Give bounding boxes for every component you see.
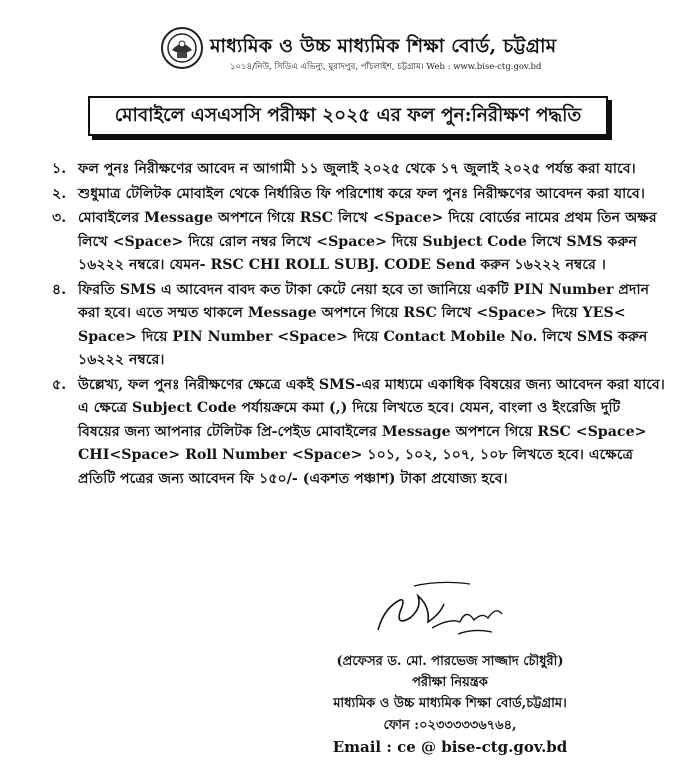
- item-text: শুধুমাত্র টেলিটক মোবাইল থেকে নির্ধারিত ফি পরিশোধ করে ফল পুনঃ নিরীক্ষণের আবেদন করা যাবে।: [78, 185, 645, 202]
- instruction-item: [0, 207, 687, 278]
- board-name: মাধ্যমিক ও উচ্চ মাধ্যমিক শিক্ষা বোর্ড, চট্টগ্রাম: [210, 35, 557, 57]
- item-number: ১.: [52, 161, 67, 177]
- instruction-list: [0, 158, 687, 492]
- item-number: ৫.: [52, 376, 67, 393]
- notice-title: মোবাইলে এসএসসি পরীক্ষা ২০২৫ এর ফল পুন:নিরীক্ষণ পদ্ধতি: [114, 104, 582, 126]
- item-text: ফল পুনঃ নিরীক্ষণের আবেদ ন আগামী ১১ জুলাই ২০২৫ থেকে ১৭ জুলাই ২০২৫ পর্যন্ত করা যাবে।: [78, 161, 636, 177]
- signatory-name: (প্রফেসর ড. মো. পারভেজ সাজ্জাদ চৌধুরী): [336, 654, 564, 669]
- item-number: ৪.: [52, 281, 67, 298]
- signatory-designation: পরীক্ষা নিয়ন্ত্রক: [412, 675, 488, 690]
- notice-title-box: [88, 96, 608, 136]
- item-text: ফিরতি SMS এ আবেদন বাবদ কত টাকা কেটে নেয়া হবে তা জানিয়ে একটি PIN Number প্রদান করা হবে। এতে সম্মত থাকলে Message অপশনে গিয়ে RSC লিখে <Space> দিয়ে YES< Space> দিয়ে PIN Number <Space> দিয়ে Contact Mobile No. লিখে SMS করুন ১৬২২২ নম্বরে।: [78, 281, 650, 368]
- item-number: ২.: [52, 185, 67, 202]
- signatory-office: মাধ্যমিক ও উচ্চ মাধ্যমিক শিক্ষা বোর্ড,চট্টগ্রাম।: [333, 696, 567, 711]
- item-text: মোবাইলের Message অপশনে গিয়ে RSC লিখে <Space> দিয়ে বোর্ডের নামের প্রথম তিন অক্ষর লিখে <Space> দিয়ে রোল নম্বর লিখে <Space> দিয়ে Subject Code লিখে SMS করুন ১৬২২২ নম্বরে। যেমন- RSC CHI ROLL SUBJ. CODE Send করুন ১৬২২২ নম্বরে ।: [78, 210, 657, 273]
- signatory-phone: ফোন :০২৩৩৩৩৩৬৭৬৪,: [383, 718, 517, 733]
- item-number: ৩.: [52, 210, 67, 226]
- handwritten-signature: [370, 578, 520, 648]
- instruction-item: [0, 374, 687, 492]
- board-seal-icon: [160, 26, 204, 70]
- instruction-item: [0, 183, 687, 207]
- instruction-item: [0, 279, 687, 373]
- instruction-item: [0, 158, 687, 182]
- board-address: ১০১৪/নিউ, সিডিএ এভিন্যু, মুরাদপুর, পাঁচলাইশ, চট্টগ্রাম। Web : www.bise-ctg.gov.bd: [230, 62, 542, 72]
- signatory-email: Email : ce @ bise-ctg.gov.bd: [332, 738, 568, 756]
- item-text: উল্লেখ্য, ফল পুনঃ নিরীক্ষণের ক্ষেত্রে একই SMS-এর মাধ্যমে একাধিক বিষয়ের জন্য আবেদন করা যাবে। এ ক্ষেত্রে Subject Code পর্যায়ক্রমে কমা (,) দিয়ে লিখতে হবে। যেমন, বাংলা ও ইংরেজি দুটি বিষয়ের জন্য আপনার টেলিটক প্রি-পেইড মোবাইলের Message অপশনে গিয়ে RSC <Space> CHI<Space> Roll Number <Space> ১০১, ১০২, ১০৭, ১০৮ লিখতে হবে। এক্ষেত্রে প্রতিটি পত্রের জন্য আবেদন ফি ১৫০/- (একশত পঞ্চাশ) টাকা প্রযোজ্য হবে।: [78, 376, 665, 487]
- letterhead: [0, 12, 687, 76]
